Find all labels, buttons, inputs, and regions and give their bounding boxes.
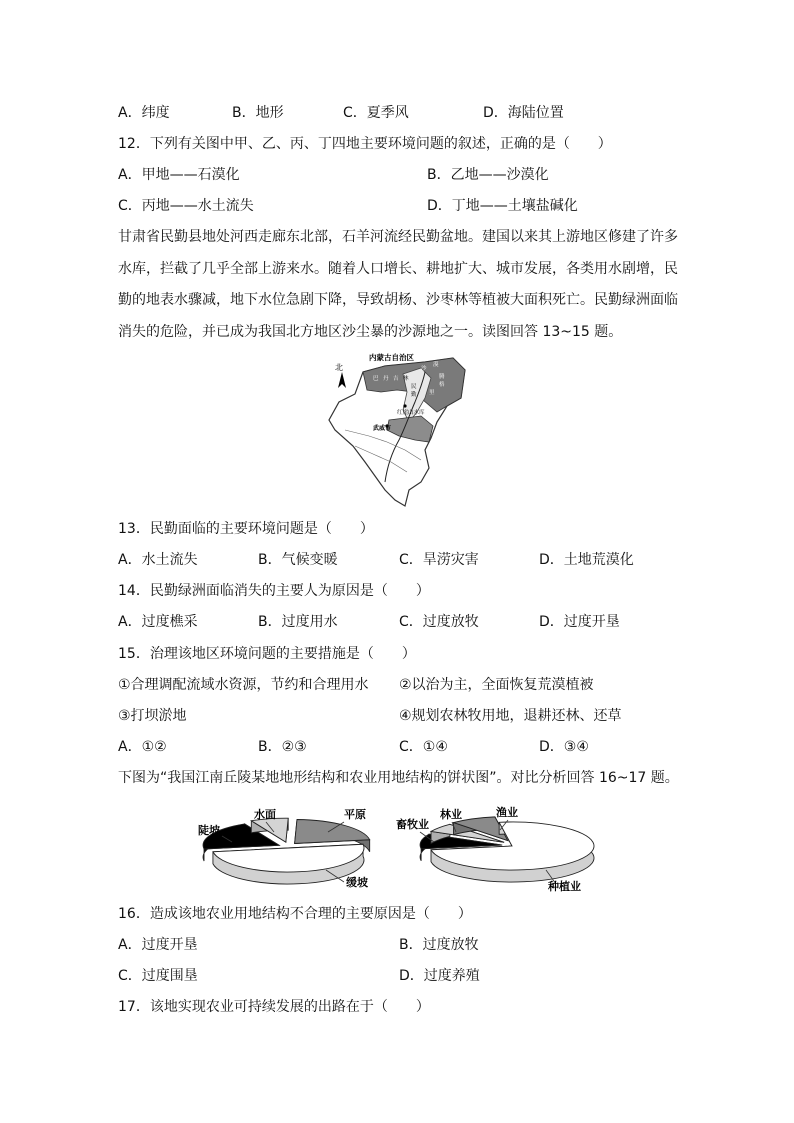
q11-option-a: A．纬度 [118,105,170,121]
passage1-line-1: 甘肃省民勤县地处河西走廊东北部，石羊河流经民勤盆地。建国以来其上游地区修建了许多 [118,229,678,245]
q12-option-a: A．甲地——石漠化 [118,167,240,183]
passage1-line-3: 勤的地表水骤减，地下水位急剧下降，导致胡杨、沙枣林等植被大面积死亡。民勤绿洲面临 [118,292,678,308]
region-label: 内蒙古自治区 [369,353,414,362]
pie-label-渔业: 渔业 [496,806,518,819]
map-label-6: 漠 [433,362,439,368]
passage1-line-4: 消失的危险，并已成为我国北方地区沙尘暴的沙源地之一。读图回答 13~15 题。 [118,324,623,340]
q14-option-a: A．过度樵采 [118,614,198,630]
q11-option-b: B．地形 [232,105,284,121]
q13-option-d: D．土地荒漠化 [539,552,634,568]
pie-label-陡坡: 陡坡 [198,824,220,837]
pie-label-林业: 林业 [440,808,462,821]
q15-option-c: C．①④ [399,739,448,755]
pie-charts-svg [196,798,606,898]
q14-stem: 14．民勤绿洲面临消失的主要人为原因是（ ） [118,583,430,599]
pie-chart-2 [396,805,594,893]
q13-option-c: C．旱涝灾害 [399,552,479,568]
q15-statement-3: ③打坝淤地 [118,708,187,724]
q13-option-a: A．水土流失 [118,552,198,568]
pie-charts-figure [196,798,606,898]
q16-option-a: A．过度开垦 [118,937,198,953]
q12-option-d: D．丁地——土壤盐碱化 [427,198,578,214]
north-label: 北 [335,363,343,372]
q15-statement-4: ④规划农林牧用地，退耕还林、还草 [399,708,622,724]
reservoir-marker [403,404,406,407]
map-label-7: 民 [411,384,417,390]
q12-stem: 12．下列有关图中甲、乙、丙、丁四地主要环境问题的叙述，正确的是（ ） [118,136,612,152]
map-label-1: 巴 [373,376,379,382]
q11-option-c: C．夏季风 [343,105,409,121]
pie-label-种植业: 种植业 [548,880,581,893]
q15-option-b: B．②③ [258,739,307,755]
q16-option-b: B．过度放牧 [399,937,479,953]
passage1-line-2: 水库，拦截了几乎全部上游来水。随着人口增长、耕地扩大、城市发展，各类用水剧增，民 [118,261,678,277]
q13-option-b: B．气候变暖 [258,552,338,568]
q14-option-d: D．过度开垦 [539,614,620,630]
q16-option-c: C．过度围垦 [118,968,198,984]
reservoir-label: 红崖山水库 [397,410,425,416]
q15-option-d: D．③④ [539,739,589,755]
city-label: 武威市 [373,425,392,432]
north-arrow-icon [338,372,346,388]
q11-option-d: D．海陆位置 [483,105,564,121]
q15-stem: 15．治理该地区环境问题的主要措施是（ ） [118,646,416,662]
pie-label-平原: 平原 [344,808,366,821]
map-label-5: 沙 [421,366,427,372]
map-label-4: 林 [403,376,409,382]
q14-option-c: C．过度放牧 [399,614,479,630]
pie-slice-平原 [295,820,370,844]
q16-option-d: D．过度养殖 [399,968,480,984]
map-label-11: 里 [429,390,435,396]
map-label-2: 丹 [383,376,389,382]
pie-label-畜牧业: 畜牧业 [396,818,429,831]
q15-statement-2: ②以治为主，全面恢复荒漠植被 [399,677,594,693]
q17-stem: 17．该地实现农业可持续发展的出路在于（ ） [118,999,430,1015]
q14-option-b: B．过度用水 [258,614,338,630]
q15-option-a: A．①② [118,739,167,755]
minqin-map [325,350,473,510]
q13-stem: 13．民勤面临的主要环境问题是（ ） [118,521,374,537]
q15-statement-1: ①合理调配流域水资源，节约和合理用水 [118,677,369,693]
q12-option-c: C．丙地——水土流失 [118,198,254,214]
map-label-9: 腾 [439,374,445,380]
minqin-map-svg [325,350,473,510]
map-label-8: 勤 [411,392,417,398]
map-label-3: 吉 [393,376,399,382]
pie-label-水面: 水面 [254,808,276,821]
passage2-text: 下图为“我国江南丘陵某地地形结构和农业用地结构的饼状图”。对比分析回答 16~17 题。 [118,770,679,786]
map-label-10: 格 [439,382,445,388]
q12-option-b: B．乙地——沙漠化 [427,167,549,183]
pie-label-缓坡: 缓坡 [346,876,368,889]
pie-chart-1 [198,807,370,889]
q16-stem: 16．造成该地农业用地结构不合理的主要原因是（ ） [118,906,472,922]
